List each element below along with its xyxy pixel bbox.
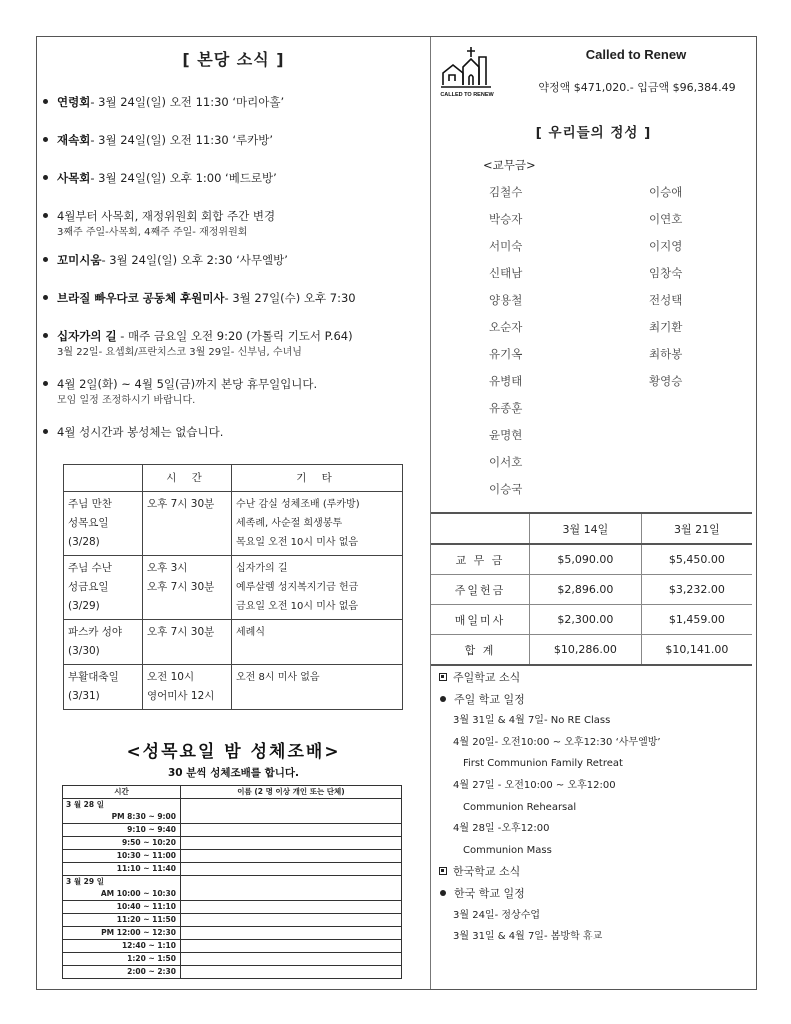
adoration-time-cell xyxy=(63,863,181,876)
donor-name: 박승자 xyxy=(489,212,523,226)
offering-amount: $1,459.00 xyxy=(641,605,752,635)
adoration-row xyxy=(63,824,402,837)
adoration-time: 2:00 ~ 2:30 xyxy=(127,967,176,976)
news-item-name: 연령회 xyxy=(57,95,91,109)
schedule-header-empty xyxy=(64,465,143,492)
schedule-cell-line: 금요일 오전 10시 미사 없음 xyxy=(236,601,359,612)
adoration-signup-table xyxy=(62,785,402,979)
right-column xyxy=(431,37,756,989)
schedule-cell-c1 xyxy=(64,556,143,620)
school-news xyxy=(431,667,751,948)
schedule-row xyxy=(64,556,403,620)
adoration-time: 11:10 ~ 11:40 xyxy=(116,864,176,873)
news-item-text: - 3월 24일(일) 오후 2:30 ‘사무엘방’ xyxy=(101,253,288,267)
schedule-cell-line: 성목요일 xyxy=(68,517,109,529)
news-item xyxy=(43,327,423,361)
adoration-time-cell xyxy=(63,799,181,824)
news-item xyxy=(43,251,423,269)
schedule-cell-c1 xyxy=(64,492,143,556)
adoration-name-cell[interactable] xyxy=(181,940,402,953)
offering-amount: $10,286.00 xyxy=(530,635,642,666)
campaign-title: Called to Renew xyxy=(585,47,687,62)
adoration-row xyxy=(63,953,402,966)
offering-label: 매일미사 xyxy=(431,605,530,635)
adoration-time: AM 10:00 ~ 10:30 xyxy=(100,889,176,898)
news-item xyxy=(43,375,423,409)
schedule-cell-line: 세족례, 사순절 희생봉투 xyxy=(236,518,343,529)
bullet-icon xyxy=(43,295,48,300)
adoration-header-name: 이름 (2 명 이상 개인 또는 단체) xyxy=(181,786,402,799)
offering-row xyxy=(431,575,752,605)
schedule-cell-c3 xyxy=(232,665,403,710)
adoration-name-cell[interactable] xyxy=(181,863,402,876)
offering-table xyxy=(431,512,752,666)
offering-amount: $3,232.00 xyxy=(641,575,752,605)
donor-name: 윤명현 xyxy=(489,428,523,442)
donor-name: 전성택 xyxy=(649,293,683,307)
adoration-time-cell xyxy=(63,824,181,837)
school-schedule-line: 3월 31일 & 4월 7일- 봄방학 휴교 xyxy=(453,931,603,943)
offering-amount: $2,300.00 xyxy=(530,605,642,635)
svg-text:CALLED TO RENEW: CALLED TO RENEW xyxy=(440,92,494,98)
schedule-cell-line: 오후 7시 30분 xyxy=(147,626,215,638)
school-schedule-line: 3월 24일- 정상수업 xyxy=(453,909,541,921)
bullet-icon xyxy=(43,381,48,386)
schedule-cell-line: 오후 7시 30분 xyxy=(147,498,215,510)
bullet-icon xyxy=(43,99,48,104)
schedule-header-notes: 기 타 xyxy=(232,465,403,492)
adoration-name-cell[interactable] xyxy=(181,966,402,979)
square-bullet-icon xyxy=(439,867,447,875)
schedule-cell-line: 성금요일 xyxy=(68,581,109,593)
news-item-line xyxy=(57,423,423,441)
schedule-row xyxy=(64,492,403,556)
adoration-time-cell xyxy=(63,953,181,966)
bullet-icon xyxy=(43,257,48,262)
adoration-time-cell xyxy=(63,876,181,901)
adoration-time-cell xyxy=(63,940,181,953)
donor-list-left xyxy=(489,183,522,507)
adoration-time-cell xyxy=(63,837,181,850)
adoration-time: PM 8:30 ~ 9:00 xyxy=(111,812,176,821)
news-item-name: 꼬미시움 xyxy=(57,253,102,267)
bullet-icon xyxy=(440,890,446,896)
adoration-name-cell[interactable] xyxy=(181,901,402,914)
school-schedule-line: 3월 31일 & 4월 7일- No RE Class xyxy=(453,715,611,727)
adoration-header-time: 시간 xyxy=(63,786,181,799)
schedule-cell-line: 세례식 xyxy=(236,627,265,638)
school-schedule-line: First Communion Family Retreat xyxy=(463,758,623,770)
adoration-title: <성목요일 밤 성체조배> xyxy=(126,742,341,762)
donor-name: 오순자 xyxy=(489,320,523,334)
schedule-cell-line: 주님 만찬 xyxy=(68,498,112,510)
left-column xyxy=(37,37,430,989)
schedule-cell-line: 주님 수난 xyxy=(68,562,112,574)
donor-name: 유기옥 xyxy=(489,347,523,361)
adoration-date: 3 월 28 일 xyxy=(66,800,104,809)
schedule-cell-line: 파스카 성야 xyxy=(68,626,123,638)
adoration-time: 9:50 ~ 10:20 xyxy=(121,838,176,847)
adoration-time: 10:30 ~ 11:00 xyxy=(116,851,176,860)
offering-header-date2: 3월 21일 xyxy=(641,513,752,544)
news-item-text: - 매주 금요일 오전 9:20 (가톨릭 기도서 P.64) xyxy=(116,329,353,343)
news-item-name: 십자가의 길 xyxy=(57,329,117,343)
donor-name: 유병태 xyxy=(489,374,523,388)
schedule-cell-line: (3/31) xyxy=(68,690,100,702)
news-item-text: 4월 성시간과 봉성체는 없습니다. xyxy=(57,425,224,439)
school-schedule-line: Communion Rehearsal xyxy=(463,801,577,813)
adoration-row xyxy=(63,901,402,914)
news-item-text: 4월부터 사목회, 재정위원회 회합 주간 변경 xyxy=(57,209,276,223)
offering-label: 교 무 금 xyxy=(431,544,530,575)
offering-row xyxy=(431,605,752,635)
donor-list-right xyxy=(649,183,682,399)
schedule-row xyxy=(64,665,403,710)
news-item-line xyxy=(57,169,423,187)
schedule-cell-c3 xyxy=(232,620,403,665)
news-list xyxy=(43,93,423,441)
schedule-cell-c2 xyxy=(143,665,232,710)
sunday-school-title: 주일학교 소식 xyxy=(431,667,751,689)
donor-heading: <교무금> xyxy=(483,158,536,172)
schedule-cell-line: 오후 7시 30분 xyxy=(147,581,215,593)
news-item-line xyxy=(57,375,423,393)
adoration-name-cell[interactable] xyxy=(181,799,402,824)
bulletin-page xyxy=(36,36,757,990)
adoration-name-cell[interactable] xyxy=(181,876,402,901)
offering-amount: $5,450.00 xyxy=(641,544,752,575)
news-item-line xyxy=(57,327,423,345)
bullet-icon xyxy=(43,175,48,180)
schedule-cell-c3 xyxy=(232,556,403,620)
news-item xyxy=(43,289,423,307)
adoration-time-cell xyxy=(63,927,181,940)
bullet-icon xyxy=(440,696,446,702)
news-item xyxy=(43,169,423,187)
korean-school-title: 한국학교 소식 xyxy=(431,861,751,883)
schedule-cell-line: 오전 8시 미사 없음 xyxy=(236,672,320,683)
news-item-line xyxy=(57,207,423,225)
news-item-line xyxy=(57,93,423,111)
bullet-icon xyxy=(43,333,48,338)
sunday-school-subtitle: 주일 학교 일정 xyxy=(431,689,751,711)
news-item-name: 브라질 빠우다코 공동체 후원미사 xyxy=(57,291,225,305)
donor-name: 황영승 xyxy=(649,374,683,388)
offering-label: 합 계 xyxy=(431,635,530,666)
adoration-time-cell xyxy=(63,850,181,863)
adoration-subtitle: 30 분씩 성체조배를 합니다. xyxy=(168,767,299,779)
news-item xyxy=(43,207,423,241)
offering-amount: $2,896.00 xyxy=(530,575,642,605)
school-schedule-line: 4월 20일- 오전10:00 ~ 오후12:30 ‘사무엘방’ xyxy=(453,736,661,748)
news-item-detail: 모임 일정 조정하시기 바랍니다. xyxy=(57,395,196,406)
adoration-time-cell xyxy=(63,901,181,914)
offering-header-date1: 3월 14일 xyxy=(530,513,642,544)
schedule-cell-line: 영어미사 12시 xyxy=(147,690,215,702)
schedule-cell-line: 수난 감실 성체조배 (루카방) xyxy=(236,499,360,510)
square-bullet-icon xyxy=(439,673,447,681)
adoration-row xyxy=(63,799,402,824)
adoration-row xyxy=(63,837,402,850)
schedule-cell-c3 xyxy=(232,492,403,556)
news-item-text: 4월 2일(화) ~ 4월 5일(금)까지 본당 휴무일입니다. xyxy=(57,377,318,391)
schedule-cell-line: 목요일 오전 10시 미사 없음 xyxy=(236,537,359,548)
schedule-cell-c2 xyxy=(143,620,232,665)
schedule-cell-c2 xyxy=(143,492,232,556)
adoration-time: 12:40 ~ 1:10 xyxy=(121,941,176,950)
holy-week-schedule-table xyxy=(63,464,403,710)
donor-name: 이지영 xyxy=(649,239,683,253)
news-item-line xyxy=(57,251,423,269)
donor-name: 김철수 xyxy=(489,185,523,199)
adoration-row xyxy=(63,940,402,953)
school-schedule-line: Communion Mass xyxy=(463,844,552,856)
church-logo-icon xyxy=(439,43,495,99)
news-item xyxy=(43,423,423,441)
adoration-name-cell[interactable] xyxy=(181,914,402,927)
donor-name: 이서호 xyxy=(489,455,523,469)
news-item-detail: 3월 22일- 요셉회/프란치스코 3월 29일- 신부님, 수녀님 xyxy=(57,347,302,358)
adoration-row xyxy=(63,927,402,940)
adoration-date: 3 월 29 일 xyxy=(66,877,104,886)
news-item-text: - 3월 27일(수) 오후 7:30 xyxy=(224,291,356,305)
donations-title: [ 우리들의 정성 ] xyxy=(535,125,652,141)
schedule-cell-line: 부활대축일 xyxy=(68,671,119,683)
news-item-detail: 3째주 주일-사목회, 4째주 주일- 재정위원회 xyxy=(57,227,248,238)
news-item-line xyxy=(57,131,423,149)
adoration-row xyxy=(63,863,402,876)
offering-label: 주일헌금 xyxy=(431,575,530,605)
schedule-header-time: 시 간 xyxy=(143,465,232,492)
adoration-time-cell xyxy=(63,966,181,979)
news-item xyxy=(43,93,423,111)
bullet-icon xyxy=(43,137,48,142)
news-item-text: - 3월 24일(일) 오전 11:30 ‘마리아홀’ xyxy=(90,95,285,109)
donor-name: 신태남 xyxy=(489,266,523,280)
adoration-time: 11:20 ~ 11:50 xyxy=(116,915,176,924)
offering-row xyxy=(431,544,752,575)
news-item-name: 사목회 xyxy=(57,171,91,185)
schedule-cell-line: 오전 10시 xyxy=(147,671,195,683)
schedule-cell-line: 오후 3시 xyxy=(147,562,188,574)
parish-news-title: [ 본당 소식 ] xyxy=(182,50,285,69)
adoration-time: 10:40 ~ 11:10 xyxy=(116,902,176,911)
donor-name: 최하봉 xyxy=(649,347,683,361)
donor-name: 유종훈 xyxy=(489,401,523,415)
adoration-row xyxy=(63,850,402,863)
schedule-cell-line: 예루살렘 성지복지기금 헌금 xyxy=(236,582,359,593)
donor-name: 서미숙 xyxy=(489,239,523,253)
campaign-amount: 약정액 $471,020.- 입금액 $96,384.49 xyxy=(538,81,736,94)
bullet-icon xyxy=(43,213,48,218)
adoration-time-cell xyxy=(63,914,181,927)
donor-name: 이승국 xyxy=(489,482,523,496)
donor-name: 양용철 xyxy=(489,293,523,307)
bullet-icon xyxy=(43,429,48,434)
donor-name: 임창숙 xyxy=(649,266,683,280)
school-schedule-line: 4월 28일 -오후12:00 xyxy=(453,823,550,835)
adoration-name-cell[interactable] xyxy=(181,850,402,863)
adoration-name-cell[interactable] xyxy=(181,824,402,837)
schedule-cell-c2 xyxy=(143,556,232,620)
donor-name: 이승애 xyxy=(649,185,683,199)
adoration-row xyxy=(63,876,402,901)
news-item xyxy=(43,131,423,149)
schedule-cell-line: 십자가의 길 xyxy=(236,563,288,574)
school-schedule-line: 4월 27일 - 오전10:00 ~ 오후12:00 xyxy=(453,779,616,791)
korean-school-subtitle: 한국 학교 일정 xyxy=(431,883,751,905)
news-item-line xyxy=(57,289,423,307)
schedule-row xyxy=(64,620,403,665)
offering-amount: $10,141.00 xyxy=(641,635,752,666)
adoration-name-cell[interactable] xyxy=(181,953,402,966)
adoration-time: PM 12:00 ~ 12:30 xyxy=(101,928,176,937)
donor-name: 최기환 xyxy=(649,320,683,334)
adoration-name-cell[interactable] xyxy=(181,927,402,940)
adoration-time: 9:10 ~ 9:40 xyxy=(127,825,176,834)
offering-row xyxy=(431,635,752,666)
offering-amount: $5,090.00 xyxy=(530,544,642,575)
adoration-row xyxy=(63,914,402,927)
adoration-row xyxy=(63,966,402,979)
schedule-cell-line: (3/28) xyxy=(68,536,100,548)
schedule-cell-line: (3/30) xyxy=(68,645,100,657)
offering-header-row xyxy=(431,513,752,544)
offering-header-empty xyxy=(431,513,530,544)
news-item-text: - 3월 24일(일) 오후 1:00 ‘베드로방’ xyxy=(90,171,277,185)
news-item-text: - 3월 24일(일) 오전 11:30 ‘루카방’ xyxy=(90,133,274,147)
schedule-cell-c1 xyxy=(64,620,143,665)
adoration-name-cell[interactable] xyxy=(181,837,402,850)
news-item-name: 재속회 xyxy=(57,133,91,147)
adoration-time: 1:20 ~ 1:50 xyxy=(127,954,176,963)
schedule-cell-c1 xyxy=(64,665,143,710)
schedule-cell-line: (3/29) xyxy=(68,600,100,612)
donor-name: 이연호 xyxy=(649,212,683,226)
